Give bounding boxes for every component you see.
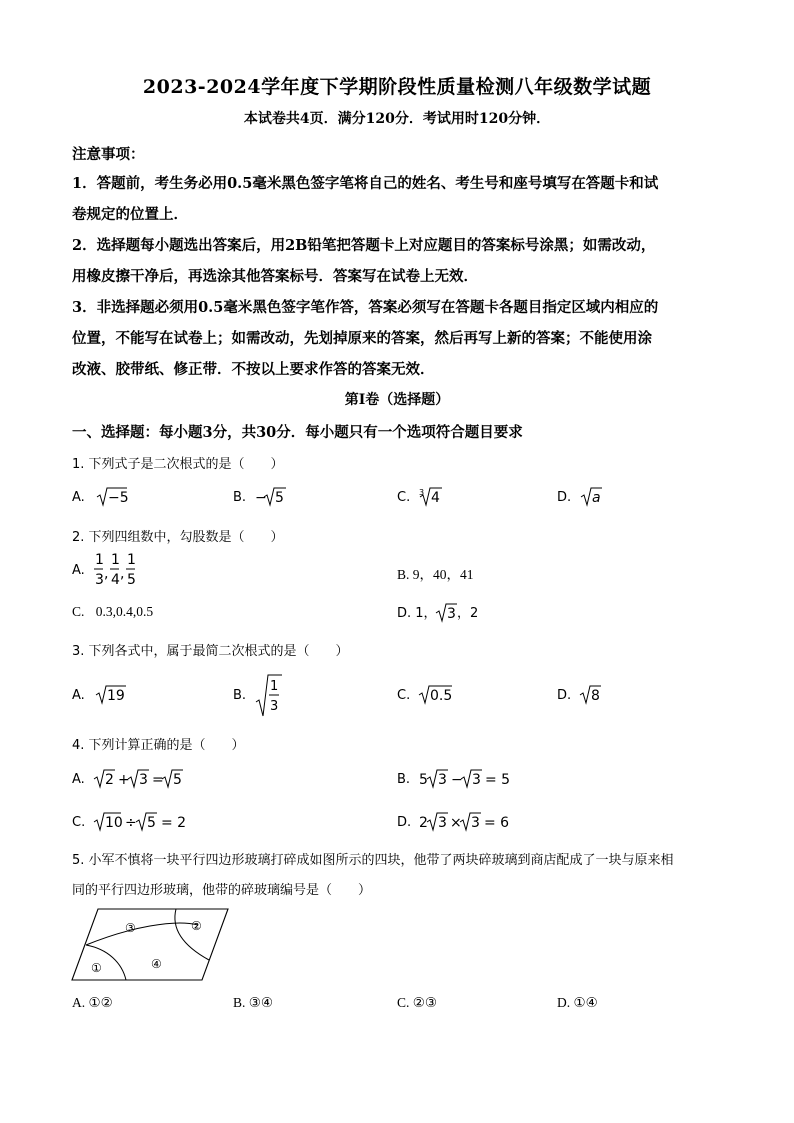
piece-label-3: ③	[125, 921, 136, 935]
svg-text:3: 3	[438, 772, 447, 788]
q1-option-d	[557, 488, 602, 506]
q3-option-c-label: C.	[397, 688, 411, 703]
notice-item-3-line-1: 3．非选择题必须用0.5毫米黑色签字笔作答，答案必须写在答题卡各题目指定区域内相应的	[72, 299, 659, 316]
question-3-options	[70, 672, 730, 720]
section-title: 第I卷（选择题）	[344, 392, 450, 408]
q4-option-d	[397, 813, 509, 831]
q4-option-c	[72, 813, 186, 831]
q4-option-b-label: B.	[397, 772, 411, 787]
notice-item-3-line-3: 改液、胶带纸、修正带．不按以上要求作答的答案无效．	[72, 361, 435, 378]
q1-option-c-label: C.	[397, 490, 411, 505]
svg-text:2: 2	[419, 815, 428, 831]
q2-option-c-values: 0.3,0.4,0.5	[95, 604, 154, 619]
q3-option-d-radicand: 8	[591, 688, 600, 704]
q1-option-c-index: 3	[419, 488, 425, 497]
q1-option-a-radicand: −5	[108, 490, 129, 506]
svg-text:= 2: = 2	[161, 815, 187, 831]
q3-option-b-numerator: 1	[270, 679, 279, 694]
svg-text:÷: ÷	[125, 815, 137, 831]
q1-option-b-label: B.	[233, 490, 247, 505]
question-1-options	[70, 482, 730, 512]
question-4-options-row-1	[70, 764, 730, 794]
svg-text:2: 2	[105, 772, 114, 788]
question-4-stem: 4. 下列计算正确的是（ ）	[72, 738, 245, 753]
q5-option-a: A. ①②	[72, 995, 113, 1010]
svg-text:5: 5	[173, 772, 182, 788]
q3-option-a	[72, 686, 126, 704]
q1-option-c-radicand: 4	[431, 490, 440, 506]
q2-option-c	[72, 604, 153, 620]
svg-text:3: 3	[438, 815, 447, 831]
q1-option-a	[72, 488, 129, 506]
q4-option-c-label: C.	[72, 815, 86, 830]
exam-title: 2023-2024学年度下学期阶段性质量检测八年级数学试题	[142, 76, 652, 98]
svg-text:,: ,	[104, 566, 109, 582]
notice-item-3-line-2: 位置，不能写在试卷上；如需改动，先划掉原来的答案，然后再写上新的答案；不能使用涂	[72, 330, 652, 347]
notice-item-2-line-2: 用橡皮擦干净后，再选涂其他答案标号．答案写在试卷上无效．	[72, 268, 478, 285]
part1-heading: 一、选择题：每小题3分，共30分．每小题只有一个选项符合题目要求	[72, 424, 523, 441]
question-2-stem: 2. 下列四组数中，勾股数是（ ）	[72, 530, 284, 545]
notice-item-1-line-1: 1．答题前，考生务必用0.5毫米黑色签字笔将自己的姓名、考生号和座号填写在答题卡和试	[72, 175, 659, 192]
piece-label-1: ①	[91, 961, 102, 975]
fraction-denominator: 4	[111, 572, 120, 588]
q3-option-b-label: B.	[233, 688, 247, 703]
svg-text:10: 10	[105, 815, 123, 831]
svg-text:= 6: = 6	[484, 815, 510, 831]
q1-option-d-label: D.	[557, 490, 572, 505]
q4-option-a	[72, 770, 183, 788]
q3-option-b-denominator: 3	[270, 699, 279, 714]
svg-text:3: 3	[472, 772, 481, 788]
q1-option-a-label: A.	[72, 490, 85, 505]
q4-option-b	[397, 770, 510, 788]
q5-option-b: B. ③④	[233, 995, 273, 1010]
q1-option-c	[397, 488, 442, 506]
q5-option-c: C. ②③	[397, 995, 437, 1010]
q5-option-d: D. ①④	[557, 995, 598, 1010]
svg-text:,: ,	[120, 566, 125, 582]
svg-text:×: ×	[450, 815, 462, 831]
svg-text:5: 5	[419, 772, 428, 788]
q2-option-d-radicand: 3	[447, 606, 456, 622]
svg-text:=: =	[152, 772, 164, 788]
q3-option-b	[233, 675, 282, 716]
notice-heading: 注意事项：	[72, 146, 145, 163]
q2-option-c-label: C.	[72, 604, 85, 619]
piece-label-4: ④	[151, 957, 162, 971]
question-5-stem-line-1: 5. 小军不慎将一块平行四边形玻璃打碎成如图所示的四块，他带了两块碎玻璃到商店配成了一块与原来相	[72, 853, 674, 868]
notice-item-2-line-1: 2．选择题每小题选出答案后，用2B铅笔把答题卡上对应题目的答案标号涂黑；如需改动，	[72, 237, 656, 254]
q1-option-b-radicand: 5	[275, 490, 284, 506]
q3-option-c	[397, 686, 452, 704]
fraction-numerator: 1	[127, 552, 136, 568]
q2-option-d-label: D. 1，	[397, 606, 437, 621]
svg-text:−: −	[451, 772, 463, 788]
q1-option-b-sign: −	[255, 490, 267, 506]
fraction-numerator: 1	[111, 552, 120, 568]
notice-item-1-line-2: 卷规定的位置上．	[72, 206, 188, 223]
q2-option-d	[396, 600, 536, 626]
svg-text:5: 5	[147, 815, 156, 831]
q1-option-b	[233, 488, 286, 506]
q2-option-d-tail: ，2	[457, 606, 479, 621]
question-2-option-a	[70, 548, 370, 592]
fraction-denominator: 5	[127, 572, 136, 588]
fraction-numerator: 1	[95, 552, 104, 568]
crack-line	[86, 923, 198, 945]
question-3-stem: 3. 下列各式中，属于最简二次根式的是（ ）	[72, 644, 349, 659]
svg-text:3: 3	[139, 772, 148, 788]
fraction-denominator: 3	[95, 572, 104, 588]
q4-option-d-label: D.	[397, 815, 412, 830]
broken-glass-figure	[70, 905, 232, 985]
q1-option-d-radicand: a	[592, 490, 601, 506]
exam-subtitle: 本试卷共4页．满分120分．考试用时120分钟．	[243, 111, 551, 127]
q2-option-a-label: A.	[72, 563, 85, 578]
q3-option-d-label: D.	[557, 688, 572, 703]
q3-option-d	[557, 686, 601, 704]
q3-option-a-radicand: 19	[107, 688, 125, 704]
question-4-options-row-2	[70, 807, 730, 837]
q3-option-a-label: A.	[72, 688, 85, 703]
q3-option-c-radicand: 0.5	[430, 688, 453, 704]
svg-text:= 5: = 5	[485, 772, 511, 788]
svg-text:3: 3	[471, 815, 480, 831]
question-5-stem-line-2: 同的平行四边形玻璃，他带的碎玻璃编号是（ ）	[72, 883, 372, 898]
crack-line	[175, 909, 209, 960]
q4-option-a-label: A.	[72, 772, 85, 787]
svg-text:+: +	[118, 772, 130, 788]
q2-option-b: B. 9，40，41	[397, 567, 474, 582]
piece-label-2: ②	[191, 919, 202, 933]
question-1-stem: 1. 下列式子是二次根式的是（ ）	[72, 457, 284, 472]
